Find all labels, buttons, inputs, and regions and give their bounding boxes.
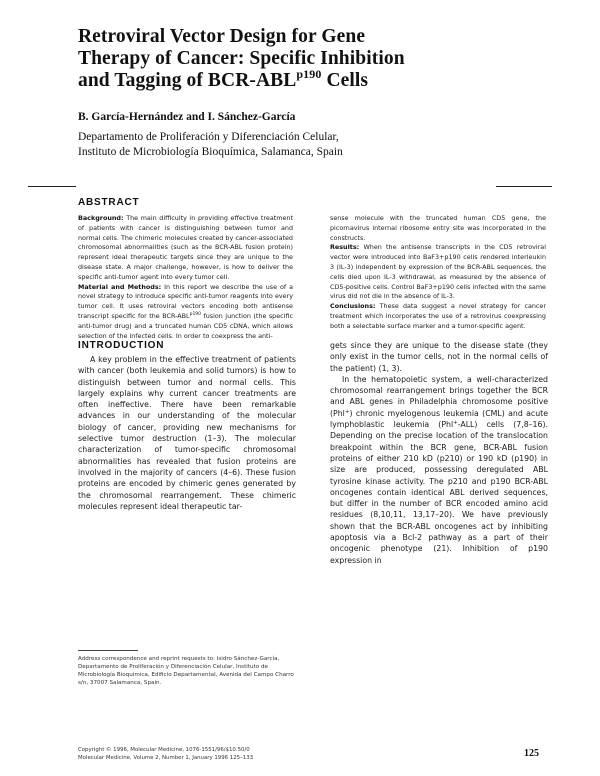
right-divider bbox=[496, 186, 552, 187]
affiliation bbox=[78, 130, 548, 160]
introduction-heading: INTRODUCTION bbox=[78, 340, 165, 351]
correspondence-footnote: Address correspondence and reprint requests to: Isidro Sánchez-García, Departamento de Proliferación y Diferenciación Celular, Instituto de Microbiología Bioquímica, Edificio Departamental, Avenida del Campo Charro s/n, 37007 Salamanca, Spain. bbox=[78, 656, 294, 686]
background-label: Background: bbox=[78, 214, 124, 222]
affiliation-line-1: Departamento de Proliferación y Diferenciación Celular, bbox=[78, 131, 339, 143]
intro-paragraph-2: gets since they are unique to the disease state (they only exist in the tumor cells, not in the normal cells of the patient) (1, 3). bbox=[330, 341, 548, 373]
abstract-column-1: Background: The main difficulty in providing effective treatment of patients with cancer is distinguishing between tumor and normal cells. The chimeric molecules created by cancer-associated chromosomal abnormalities (such as the BCR-ABL fusion protein) represent ideal therapeutic targets since they are unique to the disease state. A major challenge, however, is how to deliver the specific anti-tumor agent into every tumor cell. Material and Methods: In this report we describe the use of a novel strategy to introduce specific anti-tumor reagents into every tumor cell. It uses retroviral vectors encoding both antisense transcript specific for the BCR-$ABL^{p190}$ fusion junction (the specific anti-tumor drug) and a truncated human CD5 cDNA, which allows selection of the infected cells. In order to coexpress the anti- bbox=[78, 214, 294, 340]
authors: B. García-Hernández and I. Sánchez-García bbox=[78, 111, 296, 123]
methods-label: Material and Methods: bbox=[78, 282, 162, 291]
title-line-2: Therapy of Cancer: Specific Inhibition bbox=[78, 48, 405, 69]
journal-citation: Molecular Medicine, Volume 2, Number 1, January 1996 125–133 bbox=[78, 754, 254, 761]
footnote-divider bbox=[78, 650, 138, 651]
abstract-continuation: sense molecule with the truncated human CD5 gene, the picornavirus internal ribosome entry site was incorporated in the constructs. bbox=[330, 214, 546, 242]
intro-paragraph-3: In the hematopoietic system, a well-characterized chromosomal rearrangement brings together the BCR and ABL genes in Philadelphia chromosome positive (Phl+) chronic myelogenous leukemia (CML) and acute lymphoblastic leukemia (Phl+-ALL) cells (7,8–16). Depending on the precise location of the translocation breakpoint within the BCR gene, BCR-ABL fusion proteins of either 210 kD (p210) or 190 kD (p190) in size are produced, possessing deregulated ABL tyrosine kinase activity. The p210 and p190 BCR-ABL oncogenes contain identical ABL derived sequences, but differ in the number of BCR encoded amino acid residues (8,10,11, 13,17–20). We have previously shown that the BCR-ABL oncogenes act by inhibiting apoptosis via a Bcl-2 pathway as a part of their oncogenic phenotype (21). Inhibition of p190 expression in bbox=[330, 374, 548, 565]
conclusions-text: These data suggest a novel strategy for cancer treatment which incorporates the use of a retrovirus coexpressing both a selectable surface marker and a tumor-specific agent. bbox=[330, 302, 546, 330]
methods-text-b: fusion junction (the specific anti-tumor drug) and a truncated human CD5 cDNA, which allows selection of the infected cells. In order to coexpress the anti- bbox=[78, 311, 293, 340]
background-text: The main difficulty in providing effective treatment of patients with cancer is distinguishing between tumor and normal cells. The chimeric molecules created by cancer-associated chromosomal abnormalities (such as the BCR-ABL fusion protein) represent ideal therapeutic targets since they are unique to the disease state. A major challenge, however, is how to deliver the specific anti-tumor agent into every tumor cell. bbox=[78, 214, 293, 281]
introduction-column-1 bbox=[78, 354, 296, 512]
copyright-line: Copyright © 1996, Molecular Medicine, 1076-1551/96/$10.50/0 bbox=[78, 747, 250, 753]
page-footer bbox=[78, 747, 338, 762]
title-line-1: Retroviral Vector Design for Gene bbox=[78, 26, 366, 47]
article-title bbox=[78, 26, 548, 92]
introduction-column-2 bbox=[330, 340, 548, 566]
abstract-heading: ABSTRACT bbox=[78, 197, 140, 208]
title-line-3: and Tagging of BCR-$ABL^{p190}$ Cells bbox=[78, 67, 369, 91]
intro-paragraph-1: A key problem in the effective treatment of patients with cancer (both leukemia and solid tumors) is how to distinguish between tumor and normal cells. This largely explains why current cancer treatments are often ineffective. There have been remarkable advances in our understanding of the molecular biology of cancer, providing new mechanisms for selective tumor destruction (1–3). The molecular characterization of tumor-specific chromosomal abnormalities has revealed that fusion proteins are involved in the majority of cancers (4–6). These fusion proteins are encoded by chimeric genes generated by the chromosomal rearrangement. These chimeric molecules represent ideal therapeutic tar- bbox=[78, 355, 296, 511]
results-text: When the antisense transcripts in the CD5 retroviral vector were introduced into BaF3+p190 cells rendered interleukin 3 (IL-3) independent by expression of the BCR-ABL sequences, the cells died upon IL-3 withdrawal, as measured by the absence of CD5-positive cells. Control BaF3+p190 cells infected with the same virus did not die in the absence of IL-3. bbox=[330, 243, 546, 301]
methods-text-a: In this report we describe the use of a novel strategy to introduce specific anti-tumor reagents into every tumor cell. It uses retroviral vectors encoding both antisense transcript specific for the BCR-ABL bbox=[78, 282, 294, 320]
left-divider bbox=[28, 186, 76, 187]
abstract-column-2 bbox=[330, 214, 546, 332]
page-number: 125 bbox=[524, 748, 539, 759]
affiliation-line-2: Instituto de Microbiología Bioquímica, Salamanca, Spain bbox=[78, 146, 343, 158]
conclusions-label: Conclusions: bbox=[330, 302, 376, 311]
results-label: Results: bbox=[330, 243, 360, 252]
